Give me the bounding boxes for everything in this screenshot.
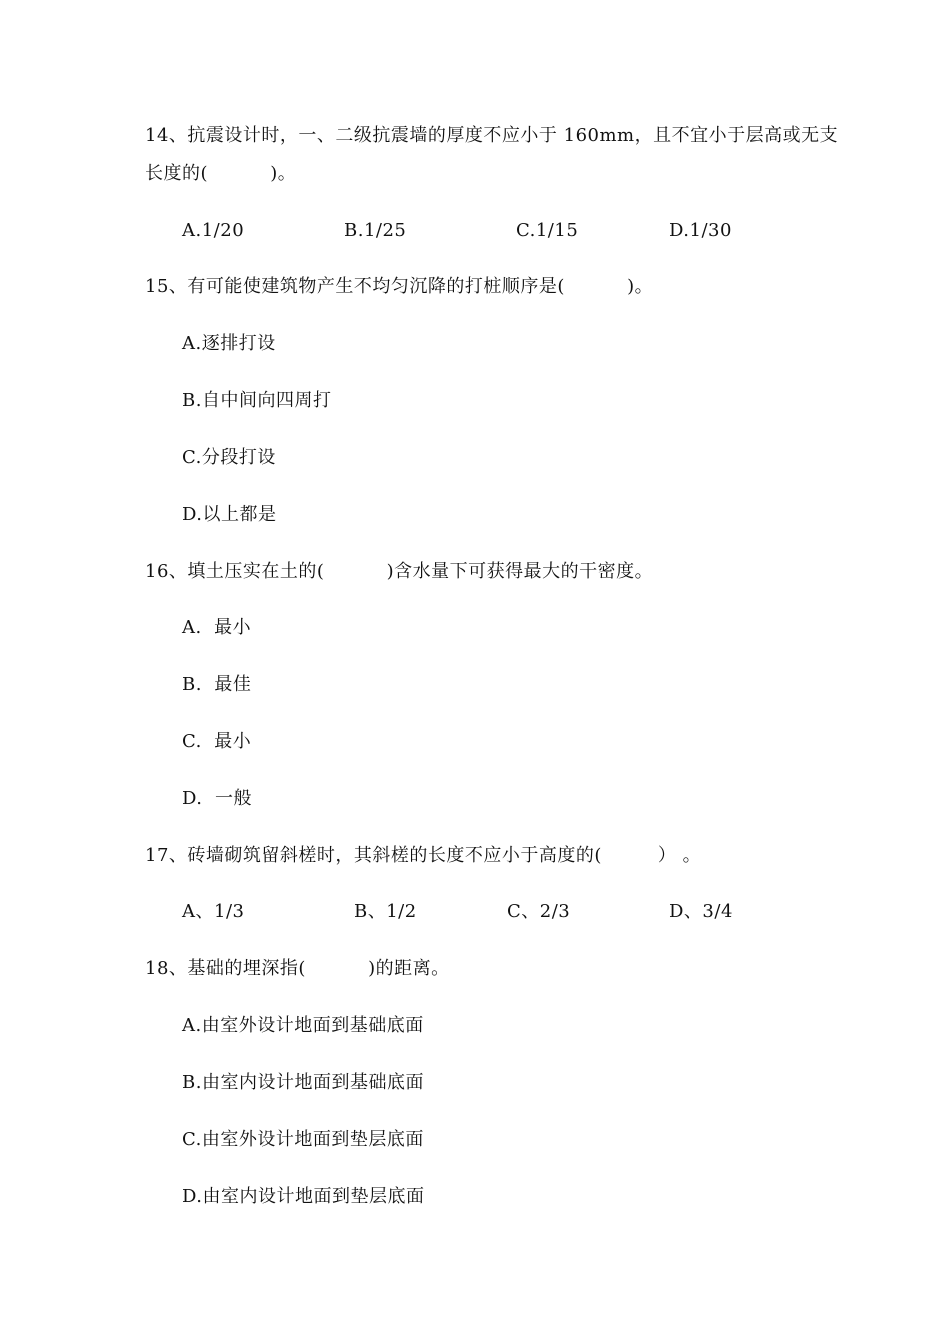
question-14-line-1: 14、抗震设计时，一、二级抗震墙的厚度不应小于 160mm，且不宜小于层高或无支 [145,125,839,146]
question-16-option-a: A. 最小 [182,617,252,638]
question-15-option-b: B.自中间向四周打 [182,390,332,411]
question-14-option-c: C.1/15 [516,220,579,241]
question-18-option-a: A.由室外设计地面到基础底面 [182,1015,424,1036]
question-18-option-d: D.由室内设计地面到垫层底面 [182,1186,425,1207]
question-16-text: 16、填土压实在土的( )含水量下可获得最大的干密度。 [145,561,654,582]
question-16-option-c: C. 最小 [182,731,252,752]
question-15-option-d: D.以上都是 [182,504,277,525]
question-15-text: 15、有可能使建筑物产生不均匀沉降的打桩顺序是( )。 [145,276,654,297]
question-17-option-c: C、2/3 [507,901,571,922]
question-15-option-a: A.逐排打设 [182,333,276,354]
question-14-line-2: 长度的( )。 [145,163,297,184]
question-16-option-d: D. 一般 [182,788,252,809]
question-14-option-d: D.1/30 [669,220,732,241]
question-14-option-b: B.1/25 [344,220,407,241]
question-15-option-c: C.分段打设 [182,447,276,468]
question-17-option-d: D、3/4 [669,901,733,922]
question-17-option-b: B、1/2 [354,901,417,922]
question-16-option-b: B. 最佳 [182,674,252,695]
question-14-option-a: A.1/20 [182,220,245,241]
question-18-text: 18、基础的埋深指( )的距离。 [145,958,450,979]
question-17-text: 17、砖墙砌筑留斜槎时，其斜槎的长度不应小于高度的( ） 。 [145,845,702,866]
question-18-option-c: C.由室外设计地面到垫层底面 [182,1129,424,1150]
question-17-option-a: A、1/3 [182,901,245,922]
question-18-option-b: B.由室内设计地面到基础底面 [182,1072,424,1093]
